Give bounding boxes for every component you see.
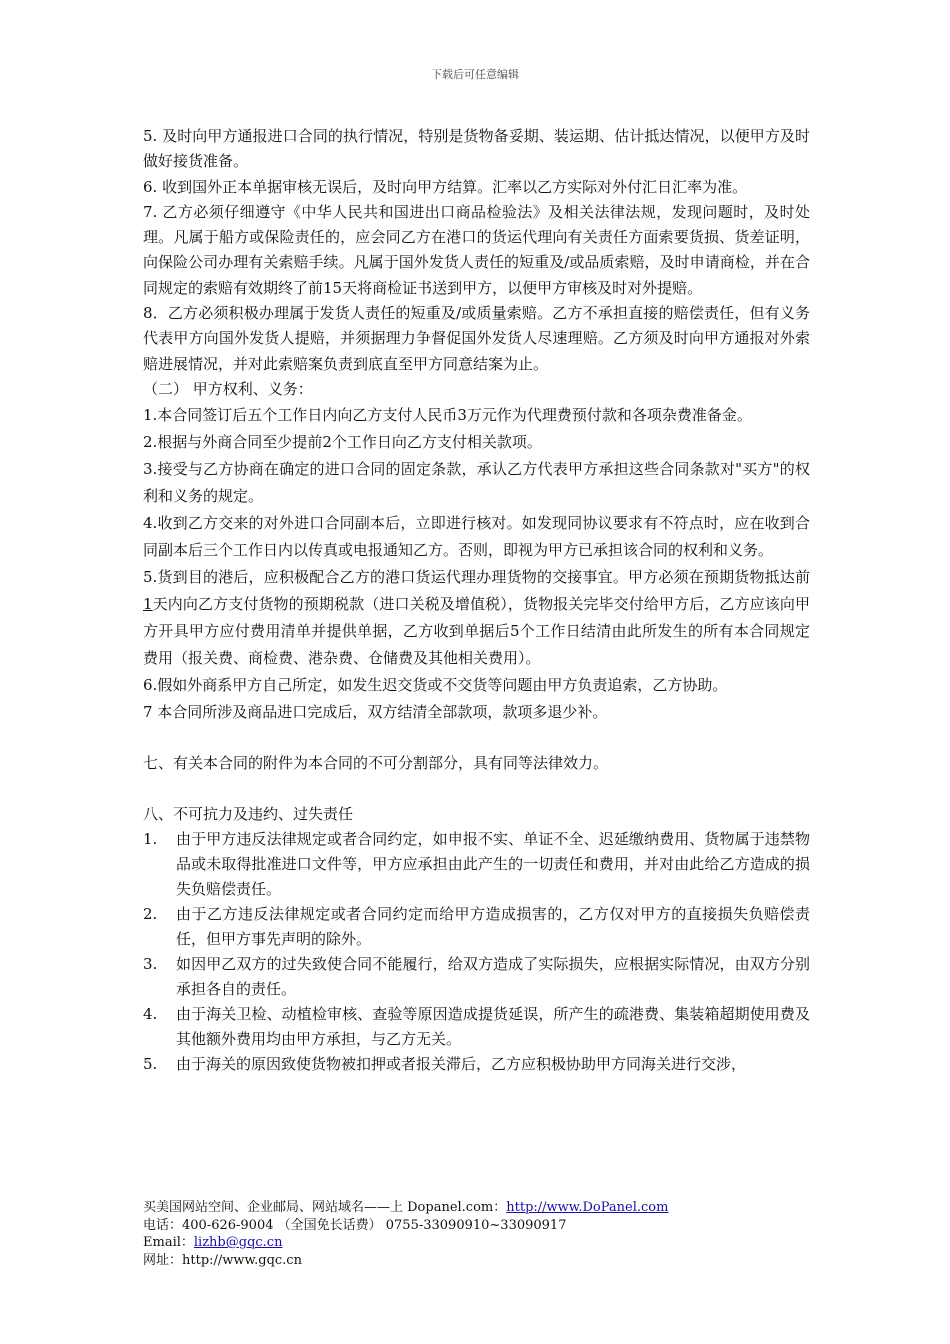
list-item-number: 2.	[143, 904, 158, 923]
party-a-item-4: 4.收到乙方交来的对外进口合同副本后，立即进行核对。如发现同协议要求有不符点时，应在收到合同副本后三个工作日内以传真或电报通知乙方。否则，即视为甲方已承担该合同的权利和义务。	[143, 514, 810, 560]
party-a-item-5-days: 1	[143, 595, 153, 614]
party-a-item-5-suffix: 天内向乙方支付货物的预期税款（进口关税及增值税），货物报关完毕交付给甲方后，乙方应该向甲方开具甲方应付费用清单并提供单据，乙方收到单据后5个工作日结清由此所发生的所有本合同规定费用（报关费、商检费、港杂费、仓储费及其他相关费用）。	[143, 595, 810, 668]
clause-8-list	[143, 827, 810, 1077]
page-header: 下载后可任意编辑	[431, 68, 519, 81]
clause-b7: 7. 乙方必须仔细遵守《中华人民共和国进出口商品检验法》及相关法律法规，发现问题时，及时处理。凡属于船方或保险责任的，应会同乙方在港口的货运代理向有关责任方面索要货损、货差证明，向保险公司办理有关索赔手续。凡属于国外发货人责任的短重及/或品质索赔，及时申请商检，并在合同规定的索赔有效期终了前15天将商检证书送到甲方，以便甲方审核及时对外提赔。	[143, 202, 810, 297]
list-item	[143, 902, 810, 952]
clause-7: 七、有关本合同的附件为本合同的不可分割部分，具有同等法律效力。	[143, 754, 609, 773]
footer-ad-text: 买美国网站空间、企业邮局、网站域名——上 Dopanel.com：	[143, 1200, 507, 1215]
footer-email-link[interactable]: lizhb@gqc.cn	[193, 1235, 283, 1250]
clause-b6: 6. 收到国外正本单据审核无误后，及时向甲方结算。汇率以乙方实际对外付汇日汇率为准。	[143, 177, 748, 196]
list-item-text: 由于海关卫检、动植检审核、查验等原因造成提货延误，所产生的疏港费、集装箱超期使用费及其他额外费用均由甲方承担，与乙方无关。	[176, 1004, 810, 1048]
party-a-item-5-prefix: 5.货到目的港后，应积极配合乙方的港口货运代理办理货物的交接事宜。甲方必须在预期货物抵达前	[143, 568, 810, 587]
list-item	[143, 952, 810, 1002]
clause-b8: 8．乙方必须积极办理属于发货人责任的短重及/或质量索赔。乙方不承担直接的赔偿责任，但有义务代表甲方向国外发货人提赔，并须据理力争督促国外发货人尽速理赔。乙方须及时向甲方通报对外索赔进展情况，并对此索赔案负责到底直至甲方同意结案为止。	[143, 304, 810, 373]
party-a-item-5	[143, 564, 810, 672]
party-a-item-3: 3.接受与乙方协商在确定的进口合同的固定条款，承认乙方代表甲方承担这些合同条款对"买方"的权利和义务的规定。	[143, 460, 810, 506]
party-a-item-7: 7 本合同所涉及商品进口完成后，双方结清全部款项，款项多退少补。	[143, 703, 608, 722]
list-item-number: 5.	[143, 1054, 158, 1073]
party-a-heading: （二） 甲方权利、义务：	[143, 379, 313, 398]
footer-line-email	[143, 1234, 668, 1252]
footer-email-label: Email：	[143, 1235, 194, 1250]
party-a-item-2: 2.根据与外商合同至少提前2个工作日向乙方支付相关款项。	[143, 433, 542, 452]
list-item-text: 如因甲乙双方的过失致使合同不能履行，给双方造成了实际损失，应根据实际情况，由双方分别承担各自的责任。	[176, 954, 810, 998]
list-item	[143, 1052, 810, 1077]
list-item-number: 3.	[143, 954, 158, 973]
list-item-text: 由于乙方违反法律规定或者合同约定而给甲方造成损害的，乙方仅对甲方的直接损失负赔偿责任，但甲方事先声明的除外。	[176, 904, 810, 948]
footer-dopanel-link[interactable]: http://www.DoPanel.com	[506, 1200, 669, 1215]
footer-website: 网址：http://www.gqc.cn	[143, 1252, 302, 1268]
clause-8-heading: 八、不可抗力及违约、过失责任	[143, 804, 354, 823]
list-item-text: 由于海关的原因致使货物被扣押或者报关滞后，乙方应积极协助甲方同海关进行交涉，	[176, 1054, 747, 1073]
party-a-item-6: 6.假如外商系甲方自己所定，如发生迟交货或不交货等问题由甲方负责追索，乙方协助。	[143, 676, 728, 695]
clause-b5: 5. 及时向甲方通报进口合同的执行情况，特别是货物备妥期、装运期、估计抵达情况，以便甲方及时做好接货准备。	[143, 127, 810, 171]
list-item-number: 4.	[143, 1004, 158, 1023]
spacer	[143, 777, 810, 802]
list-item	[143, 827, 810, 902]
document-body	[143, 124, 810, 1077]
footer-phone: 电话：400-626-9004 （全国免长话费） 0755-33090910~33090917	[143, 1217, 567, 1233]
list-item-number: 1.	[143, 829, 158, 848]
list-item-text: 由于甲方违反法律规定或者合同约定，如申报不实、单证不全、迟延缴纳费用、货物属于违禁物品或未取得批准进口文件等，甲方应承担由此产生的一切责任和费用，并对由此给乙方造成的损失负赔偿责任。	[176, 829, 810, 898]
party-a-item-1: 1.本合同签订后五个工作日内向乙方支付人民币3万元作为代理费预付款和各项杂费准备金。	[143, 406, 752, 425]
page-footer	[143, 1199, 668, 1269]
footer-line-ad	[143, 1199, 668, 1217]
spacer	[143, 726, 810, 751]
list-item	[143, 1002, 810, 1052]
